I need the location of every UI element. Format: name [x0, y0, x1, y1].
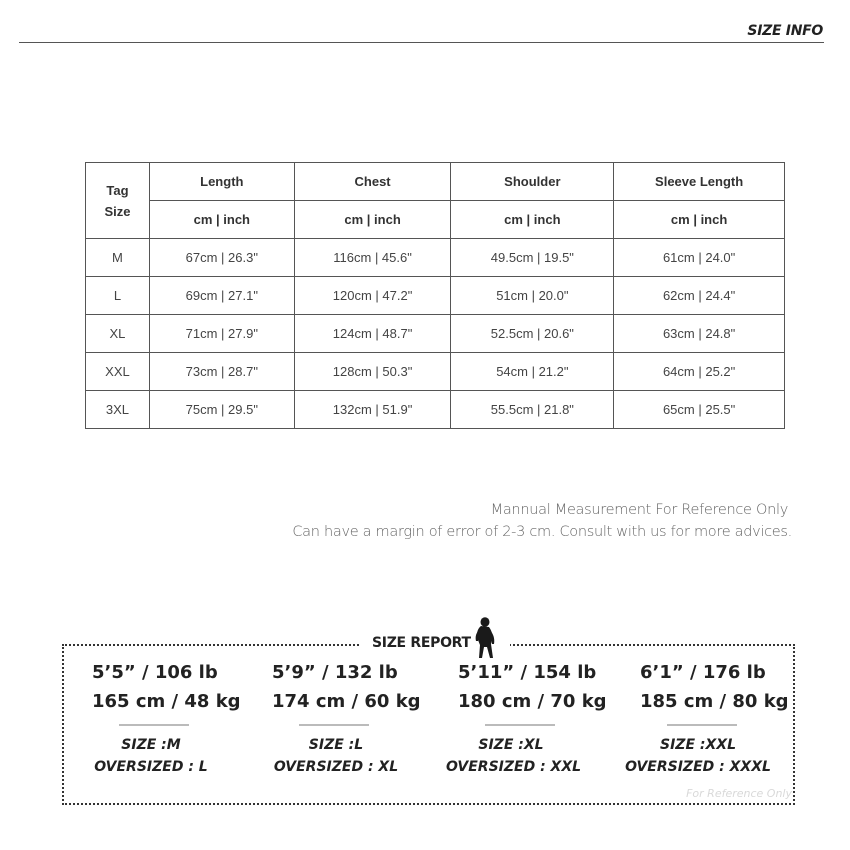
column-header-chest: Chest	[294, 163, 451, 201]
ape-silhouette-icon	[473, 616, 499, 660]
model-oversized-size: OVERSIZED : XL	[273, 759, 399, 775]
model-divider	[299, 724, 369, 726]
model-size: SIZE :XXL	[660, 737, 736, 753]
model-height-weight-metric: 180 cm / 70 kg	[458, 691, 607, 712]
model-height-weight-metric: 165 cm / 48 kg	[92, 691, 241, 712]
model-card	[625, 662, 810, 775]
shoulder-cell: 52.5cm | 20.6"	[451, 315, 614, 353]
sleeve-cell: 65cm | 25.5"	[614, 391, 785, 429]
header-divider	[19, 42, 824, 43]
shoulder-cell: 49.5cm | 19.5"	[451, 239, 614, 277]
model-card	[446, 662, 628, 775]
length-cell: 75cm | 29.5"	[149, 391, 294, 429]
sleeve-cell: 62cm | 24.4"	[614, 277, 785, 315]
length-cell: 67cm | 26.3"	[149, 239, 294, 277]
model-height-weight-imperial: 5’5” / 106 lb	[92, 662, 218, 683]
column-header-length: Length	[149, 163, 294, 201]
chest-cell: 128cm | 50.3"	[294, 353, 451, 391]
length-cell: 69cm | 27.1"	[149, 277, 294, 315]
table-row	[86, 239, 785, 277]
model-height-weight-imperial: 5’11” / 154 lb	[458, 662, 597, 683]
size-chart-table	[85, 162, 785, 429]
sleeve-cell: 61cm | 24.0"	[614, 239, 785, 277]
chest-cell: 124cm | 48.7"	[294, 315, 451, 353]
table-row	[86, 315, 785, 353]
size-cell: M	[86, 239, 150, 277]
shoulder-cell: 51cm | 20.0"	[451, 277, 614, 315]
shoulder-cell: 54cm | 21.2"	[451, 353, 614, 391]
length-cell: 73cm | 28.7"	[149, 353, 294, 391]
column-header-sleeve-length: Sleeve Length	[614, 163, 785, 201]
model-oversized-size: OVERSIZED : XXXL	[625, 759, 771, 775]
sleeve-cell: 64cm | 25.2"	[614, 353, 785, 391]
model-card	[92, 662, 262, 775]
model-height-weight-imperial: 6’1” / 176 lb	[640, 662, 766, 683]
unit-label: cm | inch	[614, 201, 785, 239]
size-report-header	[360, 612, 510, 662]
table-row	[86, 353, 785, 391]
tag-size-header-line2: Size	[104, 203, 131, 219]
model-divider	[485, 724, 555, 726]
reference-only-watermark: For Reference Only	[686, 787, 792, 800]
model-height-weight-metric: 174 cm / 60 kg	[272, 691, 421, 712]
model-height-weight-imperial: 5’9” / 132 lb	[272, 662, 398, 683]
shoulder-cell: 55.5cm | 21.8"	[451, 391, 614, 429]
table-row	[86, 391, 785, 429]
size-cell: XXL	[86, 353, 150, 391]
margin-of-error-note: Can have a margin of error of 2-3 cm. Consult with us for more advices.	[292, 524, 792, 540]
unit-label: cm | inch	[294, 201, 451, 239]
model-size: SIZE :M	[121, 737, 181, 753]
chest-cell: 120cm | 47.2"	[294, 277, 451, 315]
size-cell: L	[86, 277, 150, 315]
model-size: SIZE :XL	[478, 737, 544, 753]
size-cell: XL	[86, 315, 150, 353]
table-row	[86, 277, 785, 315]
unit-label: cm | inch	[149, 201, 294, 239]
model-divider	[119, 724, 189, 726]
model-oversized-size: OVERSIZED : L	[94, 759, 208, 775]
length-cell: 71cm | 27.9"	[149, 315, 294, 353]
model-height-weight-metric: 185 cm / 80 kg	[640, 691, 789, 712]
tag-size-header	[86, 163, 150, 239]
size-report-title: SIZE REPORT	[372, 635, 471, 651]
size-cell: 3XL	[86, 391, 150, 429]
chest-cell: 132cm | 51.9"	[294, 391, 451, 429]
sleeve-cell: 63cm | 24.8"	[614, 315, 785, 353]
chest-cell: 116cm | 45.6"	[294, 239, 451, 277]
column-header-shoulder: Shoulder	[451, 163, 614, 201]
model-card	[272, 662, 442, 775]
unit-label: cm | inch	[451, 201, 614, 239]
model-divider	[667, 724, 737, 726]
model-oversized-size: OVERSIZED : XXL	[446, 759, 582, 775]
table-header-row	[86, 163, 785, 201]
measurement-note: Mannual Measurement For Reference Only	[490, 502, 788, 518]
tag-size-header-line1: Tag	[106, 182, 129, 198]
model-size: SIZE :L	[308, 737, 364, 753]
table-unit-row	[86, 201, 785, 239]
page-title: SIZE INFO	[747, 23, 823, 39]
